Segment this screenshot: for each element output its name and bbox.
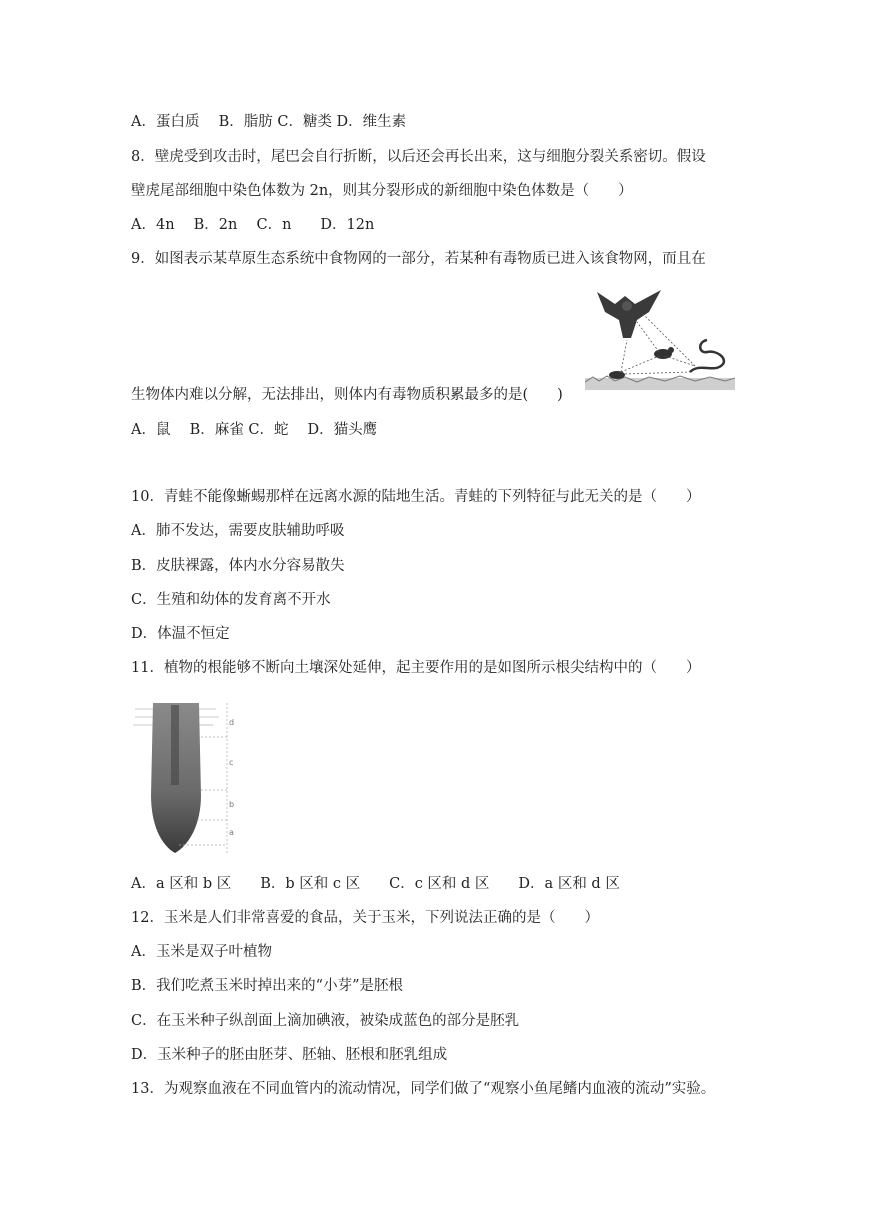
root-label-d: d [229,718,235,727]
question-12-option-a: A．玉米是双子叶植物 [131,944,272,960]
question-13-text: 13．为观察血液在不同血管内的流动情况，同学们做了“观察小鱼尾鳍内血液的流动”实验。 [131,1081,716,1097]
root-tip-figure [131,695,236,855]
root-label-a: a [229,828,234,837]
question-10-text: 10．青蛙不能像蜥蜴那样在远离水源的陆地生活。青蛙的下列特征与此无关的是（ ） [131,489,701,505]
owl-icon [597,290,661,338]
question-9-text: 9．如图表示某草原生态系统中食物网的一部分，若某种有毒物质已进入该食物网，而且在 [131,251,706,267]
question-9-text-cont: 生物体内难以分解，无法排出，则体内有毒物质积累最多的是( ) [131,387,563,403]
sparrow-icon [654,347,674,359]
line-7-options: A．蛋白质 B．脂肪 C．糖类 D．维生素 [131,114,407,130]
question-8-text-cont: 壁虎尾部细胞中染色体数为 2n，则其分裂形成的新细胞中染色体数是（ ） [131,183,633,199]
question-9-options: A．鼠 B．麻雀 C．蛇 D．猫头鹰 [131,422,378,438]
root-label-b: b [229,800,235,809]
food-web-figure [585,282,735,397]
question-12-option-b: B．我们吃煮玉米时掉出来的“小芽”是胚根 [131,978,403,994]
question-12-text: 12．玉米是人们非常喜爱的食品，关于玉米，下列说法正确的是（ ） [131,910,599,926]
snake-icon [690,340,724,372]
root-label-c: c [229,758,234,767]
question-8-text: 8．壁虎受到攻击时，尾巴会自行折断，以后还会再长出来，这与细胞分裂关系密切。假设 [131,149,706,165]
question-10-option-d: D．体温不恒定 [131,626,230,642]
question-11-text: 11．植物的根能够不断向土壤深处延伸，起主要作用的是如图所示根尖结构中的（ ） [131,660,701,676]
mouse-icon [609,371,625,379]
question-10-option-c: C．生殖和幼体的发育离不开水 [131,592,331,608]
question-11-options: A．a 区和 b 区 B．b 区和 c 区 C．c 区和 d 区 D．a 区和 d 区 [131,876,620,892]
question-10-option-b: B．皮肤裸露，体内水分容易散失 [131,558,345,574]
question-12-option-d: D．玉米种子的胚由胚芽、胚轴、胚根和胚乳组成 [131,1047,448,1063]
question-10-option-a: A．肺不发达，需要皮肤辅助呼吸 [131,523,345,539]
question-8-options: A．4n B．2n C．n D．12n [131,217,375,233]
question-12-option-c: C．在玉米种子纵剖面上滴加碘液，被染成蓝色的部分是胚乳 [131,1013,520,1029]
